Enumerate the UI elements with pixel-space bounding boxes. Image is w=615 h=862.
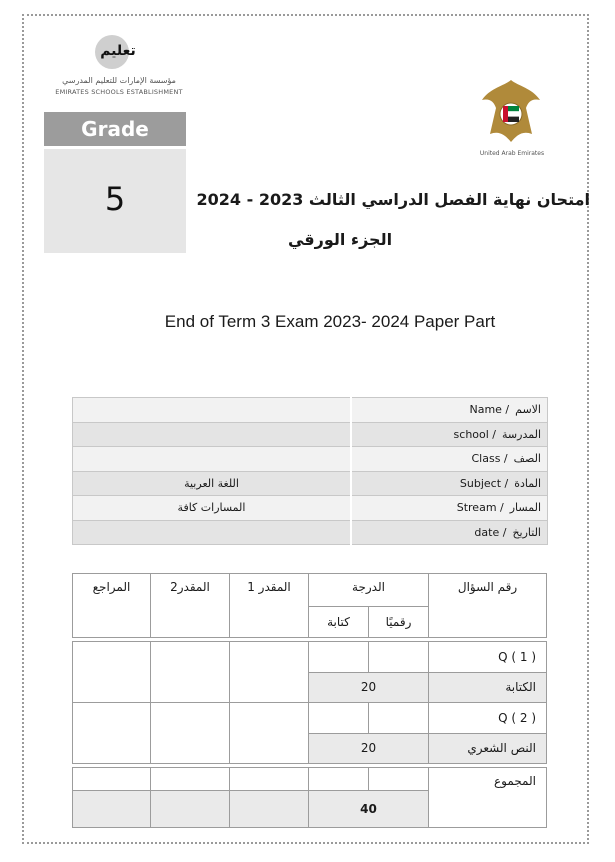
class-value[interactable] [73, 447, 352, 472]
q2-name: النص الشعري [429, 733, 547, 764]
uae-emblem-icon [476, 74, 546, 146]
student-info-table [72, 397, 548, 545]
stream-value: المسارات كافة [73, 496, 352, 521]
class-label [351, 447, 548, 472]
total-assessor1-cell[interactable] [230, 768, 309, 791]
q1-assessor1-cell[interactable] [230, 642, 309, 703]
name-label [351, 398, 548, 423]
grade-box [44, 112, 186, 250]
org-name-arabic: مؤسسة الإمارات للتعليم المدرسي [62, 76, 176, 85]
grades-header-row [73, 574, 547, 607]
logo-text: تعليم [100, 43, 136, 59]
q2-row [73, 703, 547, 734]
q1-reviewer-cell[interactable] [73, 642, 151, 703]
label-ar: الصف [513, 452, 541, 466]
exam-title-arabic: امتحان نهاية الفصل الدراسي الثالث 2023 - 2024 [196, 190, 590, 209]
q1-row [73, 642, 547, 673]
total-assessor2-cell[interactable] [151, 768, 230, 791]
total-digits-cell[interactable] [369, 768, 429, 791]
label-ar: المدرسة [502, 427, 541, 441]
q2-digits-cell[interactable] [369, 703, 429, 734]
info-row-date [73, 520, 548, 545]
exam-title-english: End of Term 3 Exam 2023- 2024 Paper Part [164, 312, 496, 331]
info-row-name [73, 398, 548, 423]
question-number-header: رقم السؤال [429, 574, 547, 638]
q2-assessor1-cell[interactable] [230, 703, 309, 764]
q1-number: Q ( 1 ) [429, 642, 547, 673]
exam-subtitle-arabic: الجزء الورقي [287, 230, 393, 249]
taleem-logo-icon [92, 30, 142, 72]
name-value[interactable] [73, 398, 352, 423]
total-row [73, 768, 547, 791]
total-assessor2-max [151, 791, 230, 828]
total-reviewer-cell[interactable] [73, 768, 151, 791]
label-en: Subject / [459, 476, 509, 490]
q2-number: Q ( 2 ) [429, 703, 547, 734]
info-row-subject [73, 471, 548, 496]
emblem-caption: United Arab Emirates [479, 150, 545, 157]
grade-header: الدرجة [309, 574, 429, 607]
label-ar: المسار [509, 501, 541, 515]
subject-label [351, 471, 548, 496]
info-row-school [73, 422, 548, 447]
grade-value: 5 [44, 146, 186, 253]
label-en: date / [474, 525, 507, 539]
date-value[interactable] [73, 520, 352, 545]
label-en: Name / [469, 403, 510, 417]
label-en: school / [453, 427, 497, 441]
total-max-score: 40 [309, 791, 429, 828]
school-label [351, 422, 548, 447]
school-value[interactable] [73, 422, 352, 447]
total-label: المجموع [429, 768, 547, 828]
info-row-stream [73, 496, 548, 521]
grades-table [72, 573, 547, 828]
label-en: Stream / [456, 501, 504, 515]
stream-label [351, 496, 548, 521]
q2-max-score: 20 [309, 733, 429, 764]
reviewer-header: المراجع [73, 574, 151, 638]
q1-name: الكتابة [429, 672, 547, 703]
grade-label: Grade [44, 112, 186, 146]
total-assessor1-max [230, 791, 309, 828]
label-ar: المادة [514, 476, 541, 490]
digits-header: رقميًا [369, 607, 429, 638]
assessor2-header: المقدر2 [151, 574, 230, 638]
label-ar: التاريخ [512, 525, 541, 539]
words-header: كتابة [309, 607, 369, 638]
q2-assessor2-cell[interactable] [151, 703, 230, 764]
q1-words-cell[interactable] [309, 642, 369, 673]
q2-reviewer-cell[interactable] [73, 703, 151, 764]
total-words-cell[interactable] [309, 768, 369, 791]
info-row-class [73, 447, 548, 472]
assessor1-header: المقدر 1 [230, 574, 309, 638]
date-label [351, 520, 548, 545]
q2-words-cell[interactable] [309, 703, 369, 734]
label-en: Class / [471, 452, 508, 466]
total-reviewer-max [73, 791, 151, 828]
label-ar: الاسم [515, 403, 541, 417]
q1-assessor2-cell[interactable] [151, 642, 230, 703]
subject-value: اللغة العربية [73, 471, 352, 496]
q1-digits-cell[interactable] [369, 642, 429, 673]
org-name-english: EMIRATES SCHOOLS ESTABLISHMENT [55, 88, 183, 96]
q1-max-score: 20 [309, 672, 429, 703]
